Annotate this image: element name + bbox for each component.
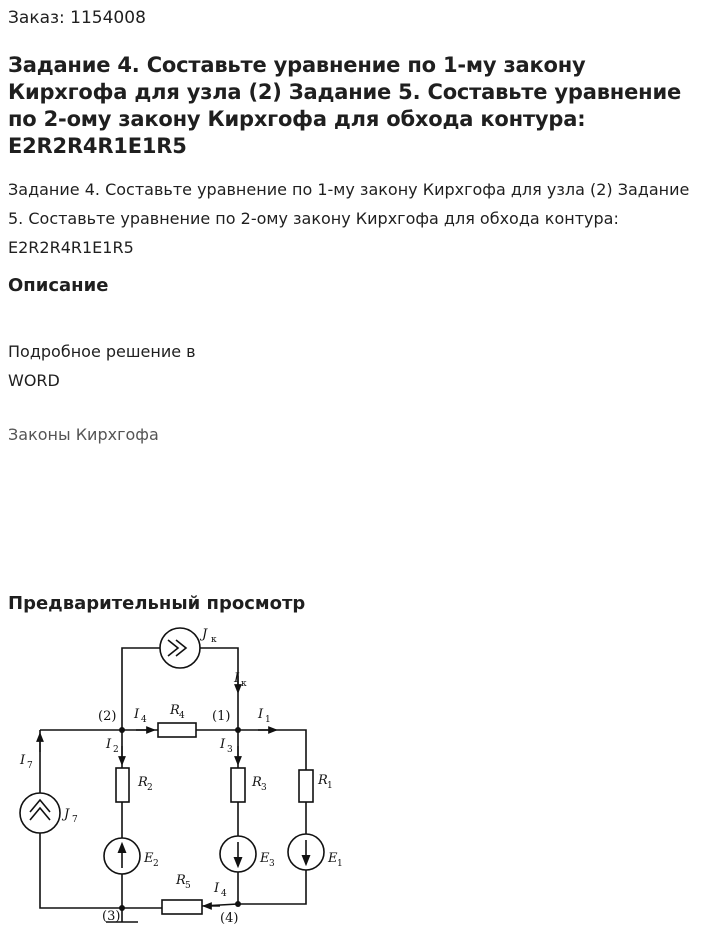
task-text: Задание 4. Составьте уравнение по 1-му закону Кирхгофа для узла (2) Задание 5. Составьте уравнение по 2-ому закону Кирхгофа для обхода контура: E2R2R4R1E1R5: [8, 180, 690, 257]
resistor-r5: [162, 900, 202, 914]
label-jk-sub: к: [211, 635, 217, 645]
label-r5: R: [176, 873, 186, 888]
circuit-diagram: [8, 622, 368, 942]
label-r3: R: [252, 775, 262, 790]
preview-heading: Предварительный просмотр: [8, 593, 306, 614]
label-i4-bottom-sub: 4: [221, 889, 227, 899]
description-text: [8, 337, 268, 395]
label-i2: I: [106, 737, 112, 752]
label-r1-sub: 1: [327, 781, 333, 791]
resistor-r3: [231, 768, 245, 802]
description-line-2: WORD: [8, 371, 60, 390]
description-line-1: Подробное решение в: [8, 342, 196, 361]
label-ik-sub: к: [241, 679, 247, 689]
label-i1: I: [258, 707, 264, 722]
label-e3-sub: 3: [269, 859, 275, 869]
label-j7: J: [64, 807, 70, 822]
label-r4: R: [170, 703, 180, 718]
label-r5-sub: 5: [185, 881, 191, 891]
label-r3-sub: 3: [261, 783, 267, 793]
label-r4-sub: 4: [179, 711, 185, 721]
label-i4: I: [134, 707, 140, 722]
label-e2-sub: 2: [153, 859, 159, 869]
label-node-4: (4): [220, 911, 239, 926]
page-title: Задание 4. Составьте уравнение по 1-му закону Кирхгофа для узла (2) Задание 5. Составьте уравнение по 2-ому закону Кирхгофа для обхода контура: E2R2R4R1E1R5: [8, 53, 682, 158]
resistor-r4: [158, 723, 196, 737]
label-e1: E: [328, 851, 338, 866]
label-i1-sub: 1: [265, 715, 271, 725]
resistor-r1: [299, 770, 313, 802]
label-i7-sub: 7: [27, 761, 33, 771]
label-node-2: (2): [98, 709, 117, 724]
label-ik: I: [234, 671, 240, 686]
label-i7: I: [20, 753, 26, 768]
resistor-r2: [116, 768, 129, 802]
label-r1: R: [318, 773, 328, 788]
label-e3: E: [260, 851, 270, 866]
label-i4-sub: 4: [141, 715, 147, 725]
description-heading: Описание: [8, 275, 109, 296]
label-j7-sub: 7: [72, 815, 78, 825]
label-r2: R: [138, 775, 148, 790]
label-i2-sub: 2: [113, 745, 119, 755]
label-e2: E: [144, 851, 154, 866]
category-link[interactable]: Законы Кирхгофа: [8, 425, 159, 444]
order-number: Заказ: 1154008: [8, 8, 146, 28]
label-r2-sub: 2: [147, 783, 153, 793]
label-i4-bottom: I: [214, 881, 220, 896]
label-e1-sub: 1: [337, 859, 343, 869]
circuit-preview-image: [8, 622, 368, 942]
label-jk: J: [202, 627, 208, 642]
label-i3-sub: 3: [227, 745, 233, 755]
label-node-3: (3): [102, 909, 121, 924]
label-i3: I: [220, 737, 226, 752]
label-node-1: (1): [212, 709, 231, 724]
